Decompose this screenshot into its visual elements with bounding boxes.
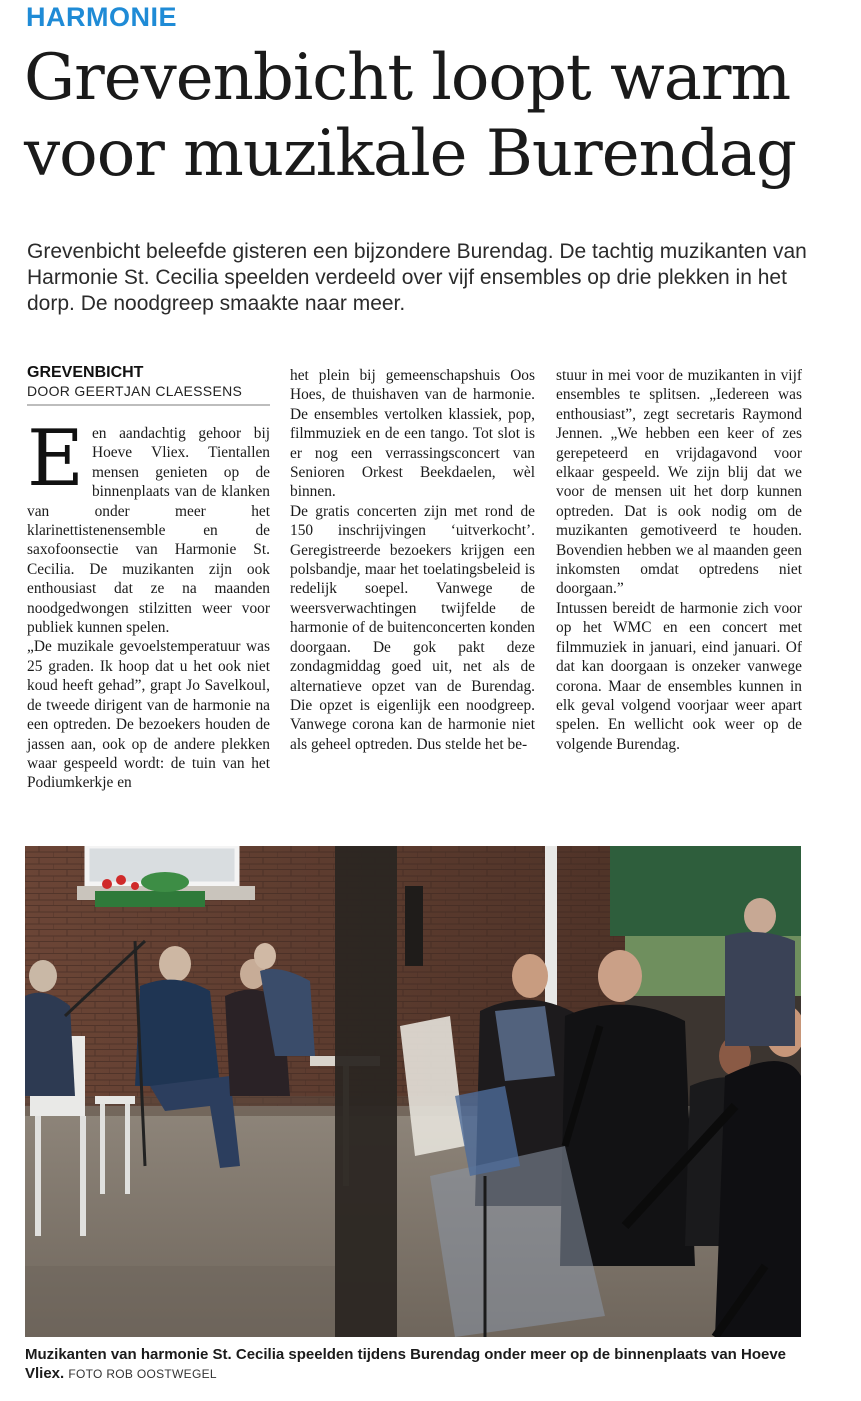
- article-photo: [25, 846, 801, 1337]
- intro-paragraph: Grevenbicht beleefde gisteren een bijzondere Burendag. De tachtig muzikanten van Harmonie St. Cecilia speelden verdeeld over vijf ensembles op drie plekken in het dorp. De noodgreep smaakte naar meer.: [27, 240, 807, 315]
- headline: Grevenbicht loopt warm voor muzikale Burendag: [24, 41, 796, 191]
- article-paragraph: „De muzikale gevoelstemperatuur was 25 graden. Ik hoop dat u het ook niet koud heeft gehad”, grapt Jo Savelkoul, de tweede dirigent van de harmonie na een optreden. De bezoekers houden de jassen aan, ook op de andere plekken waar gespeeld wordt: de tuin van het Podiumkerkje en: [27, 638, 270, 792]
- byline: [27, 364, 270, 406]
- article-column-2: [290, 366, 535, 754]
- photo-credit: FOTO ROB OOSTWEGEL: [68, 1367, 217, 1381]
- article-paragraph: De gratis concerten zijn met rond de 150 inschrijvingen ‘uitverkocht’. Geregistreerde bezoekers krijgen een polsbandje, maar het toelatingsbeleid is redelijk soepel. Vanwege de weersverwachtingen twijfelde de harmonie of de buitenconcerten konden doorgaan. De gok pakt deze zondagmiddag goed uit, net als de alternatieve opzet van de Burendag. Die opzet is eigenlijk een noodgreep. Vanwege corona kan de harmonie niet als geheel optreden. Dus stelde het be-: [290, 502, 535, 753]
- photo-caption: [25, 1345, 815, 1384]
- photo-illustration: [25, 846, 801, 1337]
- article-paragraph: het plein bij gemeenschapshuis Oos Hoes, de thuishaven van de harmonie. De ensembles vertolken klassiek, pop, filmmuziek en de een tango. Tot slot is er nog een verrassingsconcert van Senioren Orkest Beekdaelen, wèl binnen.: [290, 367, 535, 501]
- byline-author: DOOR GEERTJAN CLAESSENS: [27, 383, 243, 399]
- section-label: HARMONIE: [26, 2, 177, 32]
- caption-text: Muzikanten van harmonie St. Cecilia speelden tijdens Burendag onder meer op de binnenplaats van Hoeve Vliex.: [25, 1346, 787, 1382]
- article-paragraph: stuur in mei voor de muzikanten in vijf ensembles te splitsen. „Iedereen was enthousiast”, zegt secretaris Raymond Jennen. „We hebben een keer of zes gerepeteerd en vrijdagavond voor elkaar gespeeld. We zijn blij dat we voor de mensen uit het dorp kunnen optreden. Dat is ook nodig om de muzikanten gemotiveerd te houden. Bovendien hebben we al maanden geen inkomsten omdat optredens niet doorgaan.”: [556, 367, 802, 598]
- article-column-1: [27, 414, 270, 793]
- drop-cap: E: [27, 414, 84, 504]
- article-paragraph: Intussen bereidt de harmonie zich voor op het WMC en een concert met filmmuziek in januari, eind januari. Of dat kan doorgaan is onzeker vanwege corona. Maar de ensembles kunnen in elk geval volgend voorjaar weer apart spelen. En wellicht ook weer op de volgende Burendag.: [556, 599, 802, 753]
- byline-place: GREVENBICHT: [27, 364, 144, 381]
- article-paragraph: [27, 414, 270, 637]
- paragraph-text: en aandachtig gehoor bij Hoeve Vliex. Tientallen mensen genieten op de binnenplaats van de klanken van onder meer het klarinettistenensemble en de saxofoonsectie van Harmonie St. Cecilia. De muzikanten zijn ook enthousiast dat ze na maanden noodgedwongen stilzitten weer voor publiek kunnen spelen.: [27, 425, 270, 637]
- article-column-3: [556, 366, 802, 754]
